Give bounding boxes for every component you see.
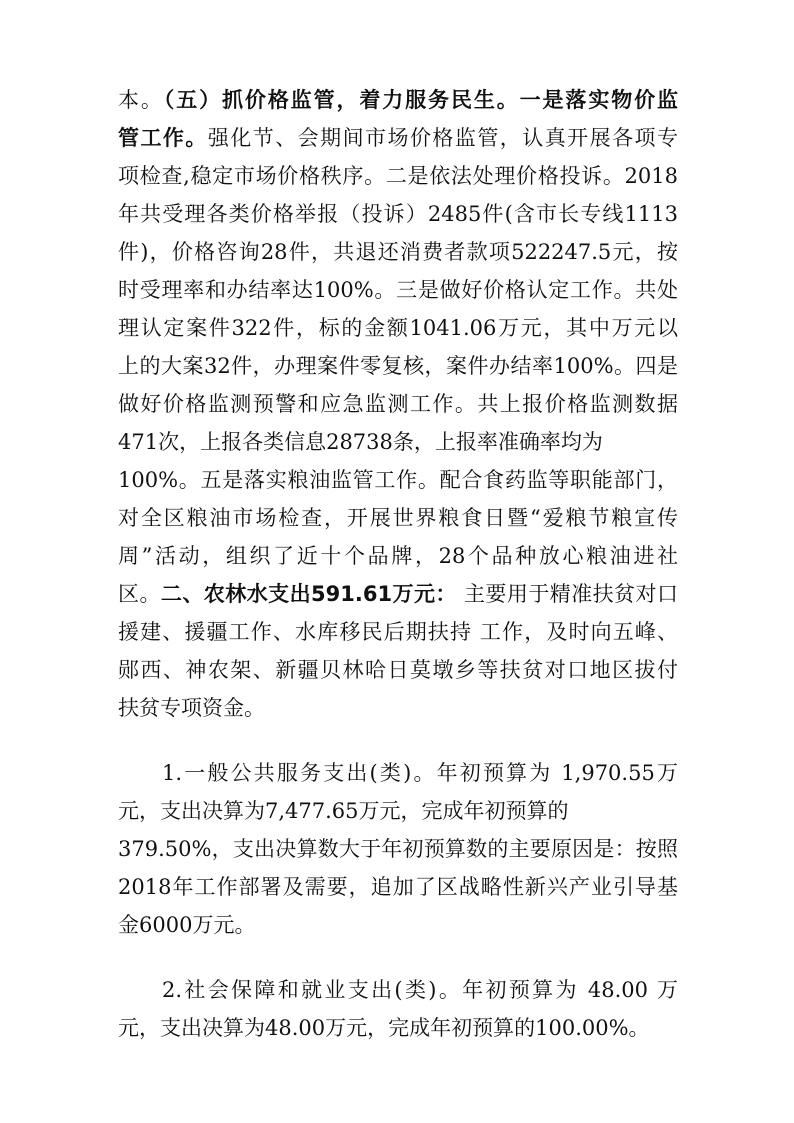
text-line: 2018年工作部署及需要，追加了区战略性新兴产业引导基 <box>118 875 678 899</box>
text-line: 郧西、神农架、新疆贝林哈日莫墩乡等扶贫对口地区拔付 <box>118 658 678 682</box>
text-line: 周”活动，组织了近十个品牌，28个品种放心粮油进社 <box>118 544 678 568</box>
text-line: 379.50%，支出决算数大于年初预算数的主要原因是：按照 <box>118 837 678 861</box>
text-line: 件)，价格咨询28件，共退还消费者款项522247.5元，按 <box>118 240 678 264</box>
text-line: 元，支出决算为48.00万元，完成年初预算的100.00%。 <box>118 1016 650 1040</box>
text-line: 100%。五是落实粮油监管工作。配合食药监等职能部门， <box>118 468 678 492</box>
text-line: 扶贫专项资金。 <box>118 696 265 720</box>
text-line: 元，支出决算为7,477.65万元，完成年初预算的 <box>118 799 569 823</box>
text-line: 471次，上报各类信息28738条，上报率准确率均为 <box>118 430 603 454</box>
bold-heading: 管工作。 <box>118 126 208 150</box>
text-line: 项检查,稳定市场价格秩序。二是依法处理价格投诉。2018 <box>118 164 678 188</box>
text-line: 时受理率和办结率达100%。三是做好价格认定工作。共处 <box>118 278 678 302</box>
text-line: 年共受理各类价格举报（投诉）2485件(含市长专线1113 <box>118 202 678 226</box>
text-line: 对全区粮油市场检查，开展世界粮食日暨“爱粮节粮宣传 <box>118 506 678 530</box>
text-line: 援建、援疆工作、水库移民后期扶持 工作，及时向五峰、 <box>118 620 678 644</box>
bold-heading: （五）抓价格监管，着力服务民生。一是落实物价监 <box>163 88 679 112</box>
text-run: 本。 <box>118 88 164 112</box>
text-line: 理认定案件322件，标的金额1041.06万元，其中万元以 <box>118 316 678 340</box>
bold-heading: 二、农林水支出591.61万元： <box>160 582 457 606</box>
text-run: 主要用于精准扶贫对口 <box>463 582 679 606</box>
text-run: 强化节、会期间市场价格监管，认真开展各项专 <box>207 126 679 150</box>
text-line: 金6000万元。 <box>118 913 256 937</box>
text-line <box>118 125 678 151</box>
text-line: 做好价格监测预警和应急监测工作。共上报价格监测数据 <box>118 392 678 416</box>
text-line <box>118 581 678 607</box>
text-line <box>118 87 678 113</box>
text-line: 上的大案32件，办理案件零复核，案件办结率100%。四是 <box>118 354 678 378</box>
text-run: 区。 <box>118 582 161 606</box>
text-line: 1.一般公共服务支出(类)。年初预算为 1,970.55万 <box>162 761 678 785</box>
text-line: 2.社会保障和就业支出(类)。年初预算为 48.00 万 <box>162 978 678 1002</box>
